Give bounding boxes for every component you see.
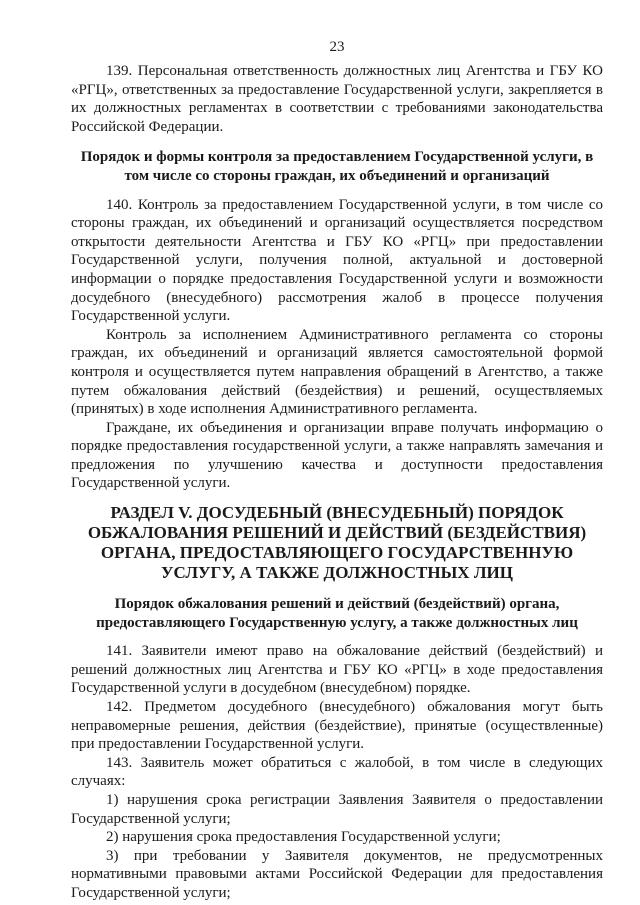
paragraph-139: 139. Персональная ответственность должностных лиц Агентства и ГБУ КО «РГЦ», ответственных за предоставление Государственной услуги, закрепляется в их должностных регламентах в соответствии с требованиями законодательства Российской Федерации. (71, 63, 603, 135)
subheading-appeal: Порядок обжалования решений и действий (бездействий) органа, предоставляющего Государственную услугу, а также должностных лиц (96, 596, 578, 631)
list-item-3: 3) при требовании у Заявителя документов, не предусмотренных нормативными правовыми актами Российской Федерации для предоставления Государственной услуги; (71, 847, 603, 901)
subheading-control: Порядок и формы контроля за предоставлением Государственной услуги, в том числе со стороны граждан, их объединений и организаций (80, 149, 594, 184)
page-number: 23 (329, 39, 345, 55)
paragraph-140-control: Контроль за исполнением Административного регламента со стороны граждан, их объединений и организаций является самостоятельной формой контроля и осуществляется путем направления обращений в Агентство, а также путем обжалования действий (бездействия) и решений, осуществляемых (принятых) в ходе исполнения Административного регламента. (71, 326, 603, 418)
paragraph-140: 140. Контроль за предоставлением Государственной услуги, в том числе со стороны граждан, их объединений и организаций осуществляется посредством открытости деятельности Агентства и ГБУ КО «РГЦ» при предоставлении Государственной услуги, получения полной, актуальной и достоверной информации о порядке предоставления Государственной услуги и возможности досудебного (внесудебного) рассмотрения жалоб в процессе получения Государственной услуги. (71, 196, 603, 325)
paragraph-142: 142. Предметом досудебного (внесудебного) обжалования могут быть неправомерные решения, действия (бездействие), принятые (осуществленные) при предоставлении Государственной услуги. (71, 699, 603, 753)
list-item-2: 2) нарушения срока предоставления Государственной услуги; (106, 829, 501, 846)
section-heading: РАЗДЕЛ V. ДОСУДЕБНЫЙ (ВНЕСУДЕБНЫЙ) ПОРЯДОК ОБЖАЛОВАНИЯ РЕШЕНИЙ И ДЕЙСТВИЙ (БЕЗДЕЙСТВИЯ) ОРГАНА, ПРЕДОСТАВЛЯЮЩЕГО ГОСУДАРСТВЕННУЮ УСЛУГУ, А ТАКЖЕ ДОЛЖНОСТНЫХ ЛИЦ (87, 503, 587, 583)
paragraph-140-citizens: Граждане, их объединения и организации вправе получать информацию о порядке предоставления государственной услуги, а также направлять замечания и предложения по улучшению качества и доступности предоставления Государственной услуги. (71, 419, 603, 492)
paragraph-143: 143. Заявитель может обратиться с жалобой, в том числе в следующих случаях: (71, 754, 603, 790)
paragraph-141: 141. Заявители имеют право на обжалование действий (бездействий) и решений должностных лиц Агентства и ГБУ КО «РГЦ» в ходе предоставления Государственной услуги в досудебном (внесудебном) порядке. (71, 643, 603, 697)
list-item-1: 1) нарушения срока регистрации Заявления Заявителя о предоставлении Государственной услуги; (71, 792, 603, 827)
